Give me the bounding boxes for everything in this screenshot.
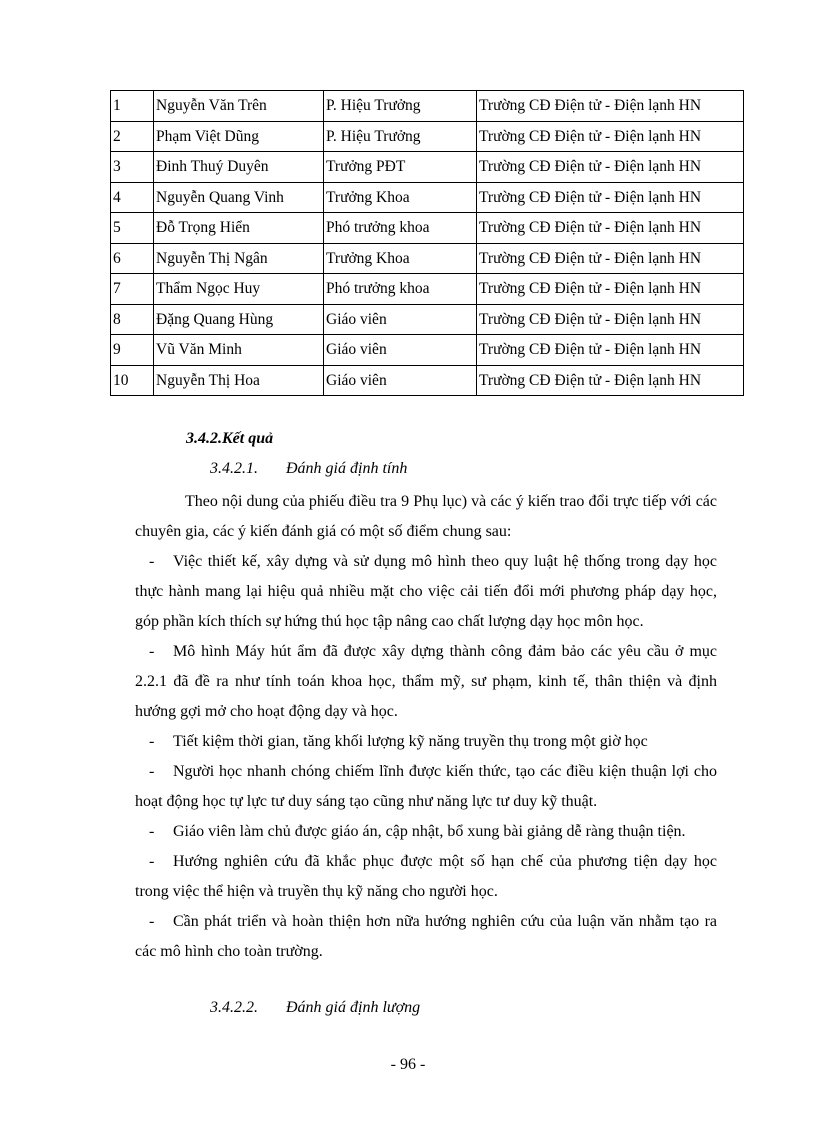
person-name: Nguyễn Thị Hoa: [154, 365, 324, 396]
subsection-heading-qualitative: [210, 460, 407, 478]
table-row: [111, 365, 744, 396]
workplace: Trường CĐ Điện tử - Điện lạnh HN: [477, 274, 744, 305]
bullet-dash: -: [149, 823, 155, 840]
bullet-dash: -: [149, 553, 155, 570]
row-number: 7: [111, 274, 154, 305]
bullet-text: Tiết kiệm thời gian, tăng khối lượng kỹ năng truyền thụ trong một giờ học: [173, 733, 648, 750]
row-number: 1: [111, 91, 154, 122]
bullet-text: Giáo viên làm chủ được giáo án, cập nhật, bổ xung bài giảng dễ ràng thuận tiện.: [173, 823, 686, 840]
bullet-dash: -: [149, 913, 155, 930]
workplace: Trường CĐ Điện tử - Điện lạnh HN: [477, 152, 744, 183]
bullet-text: Hướng nghiên cứu đã khắc phục được một số hạn chế của phương tiện dạy học trong việc thể hiện và truyền thụ kỹ năng cho người học.: [135, 853, 717, 900]
table-row: [111, 243, 744, 274]
section-heading: 3.4.2.Kết quả: [186, 430, 274, 447]
table-row: [111, 335, 744, 366]
subsection-title: Đánh giá định tính: [286, 460, 408, 477]
page-number: - 96 -: [390, 1056, 426, 1073]
position: Phó trưởng khoa: [324, 213, 477, 244]
row-number: 8: [111, 304, 154, 335]
bullet-item: [135, 907, 717, 967]
person-name: Nguyễn Văn Trên: [154, 91, 324, 122]
workplace: Trường CĐ Điện tử - Điện lạnh HN: [477, 243, 744, 274]
subsection-title: Đánh giá định lượng: [286, 999, 421, 1016]
person-name: Phạm Việt Dũng: [154, 121, 324, 152]
bullet-item: [135, 847, 717, 907]
bullet-dash: -: [149, 853, 155, 870]
position: Trưởng Khoa: [324, 243, 477, 274]
workplace: Trường CĐ Điện tử - Điện lạnh HN: [477, 213, 744, 244]
person-name: Nguyễn Quang Vinh: [154, 182, 324, 213]
row-number: 4: [111, 182, 154, 213]
bullet-item: [135, 547, 717, 637]
section-body: [135, 487, 717, 967]
person-name: Đỗ Trọng Hiển: [154, 213, 324, 244]
table-row: [111, 152, 744, 183]
workplace: Trường CĐ Điện tử - Điện lạnh HN: [477, 91, 744, 122]
position: Trưởng Khoa: [324, 182, 477, 213]
bullet-item: [135, 757, 717, 817]
workplace: Trường CĐ Điện tử - Điện lạnh HN: [477, 335, 744, 366]
bullet-item: [135, 727, 717, 757]
bullet-item: [135, 817, 717, 847]
row-number: 6: [111, 243, 154, 274]
row-number: 3: [111, 152, 154, 183]
subsection-number: 3.4.2.2.: [210, 999, 258, 1016]
row-number: 2: [111, 121, 154, 152]
table-row: [111, 304, 744, 335]
person-name: Đặng Quang Hùng: [154, 304, 324, 335]
position: Giáo viên: [324, 304, 477, 335]
position: Phó trưởng khoa: [324, 274, 477, 305]
table-row: [111, 121, 744, 152]
workplace: Trường CĐ Điện tử - Điện lạnh HN: [477, 304, 744, 335]
bullet-dash: -: [149, 643, 155, 660]
bullet-text: Việc thiết kế, xây dựng và sử dụng mô hình theo quy luật hệ thống trong dạy học thực hành mang lại hiệu quả nhiều mặt cho việc cải tiến đổi mới phương pháp dạy học, góp phần kích thích sự hứng thú học tập nâng cao chất lượng dạy học môn học.: [135, 553, 717, 630]
subsection-number: 3.4.2.1.: [210, 460, 258, 477]
workplace: Trường CĐ Điện tử - Điện lạnh HN: [477, 365, 744, 396]
position: P. Hiệu Trưởng: [324, 121, 477, 152]
row-number: 5: [111, 213, 154, 244]
bullet-dash: -: [149, 733, 155, 750]
subsection-heading-quantitative: [210, 999, 420, 1017]
table-row: [111, 213, 744, 244]
staff-table: [110, 90, 744, 396]
position: Trưởng PĐT: [324, 152, 477, 183]
row-number: 9: [111, 335, 154, 366]
position: P. Hiệu Trưởng: [324, 91, 477, 122]
table-row: [111, 91, 744, 122]
bullet-item: [135, 637, 717, 727]
person-name: Đinh Thuý Duyên: [154, 152, 324, 183]
bullet-text: Mô hình Máy hút ẩm đã được xây dựng thành công đảm bảo các yêu cầu ở mục 2.2.1 đã đề ra như tính toán khoa học, thẩm mỹ, sư phạm, kinh tế, thân thiện và định hướng gợi mở cho hoạt động dạy và học.: [135, 643, 717, 720]
bullet-text: Người học nhanh chóng chiếm lĩnh được kiến thức, tạo các điều kiện thuận lợi cho hoạt động học tự lực tư duy sáng tạo cũng như năng lực tư duy kỹ thuật.: [135, 763, 717, 810]
workplace: Trường CĐ Điện tử - Điện lạnh HN: [477, 121, 744, 152]
bullet-dash: -: [149, 763, 155, 780]
person-name: Nguyễn Thị Ngân: [154, 243, 324, 274]
row-number: 10: [111, 365, 154, 396]
workplace: Trường CĐ Điện tử - Điện lạnh HN: [477, 182, 744, 213]
person-name: Thẩm Ngọc Huy: [154, 274, 324, 305]
table-row: [111, 274, 744, 305]
person-name: Vũ Văn Minh: [154, 335, 324, 366]
table-row: [111, 182, 744, 213]
position: Giáo viên: [324, 365, 477, 396]
intro-paragraph: Theo nội dung của phiếu điều tra 9 Phụ lục) và các ý kiến trao đổi trực tiếp với các chuyên gia, các ý kiến đánh giá có một số điểm chung sau:: [135, 493, 717, 540]
position: Giáo viên: [324, 335, 477, 366]
bullet-text: Cần phát triển và hoàn thiện hơn nữa hướng nghiên cứu của luận văn nhằm tạo ra các mô hình cho toàn trường.: [135, 913, 717, 960]
